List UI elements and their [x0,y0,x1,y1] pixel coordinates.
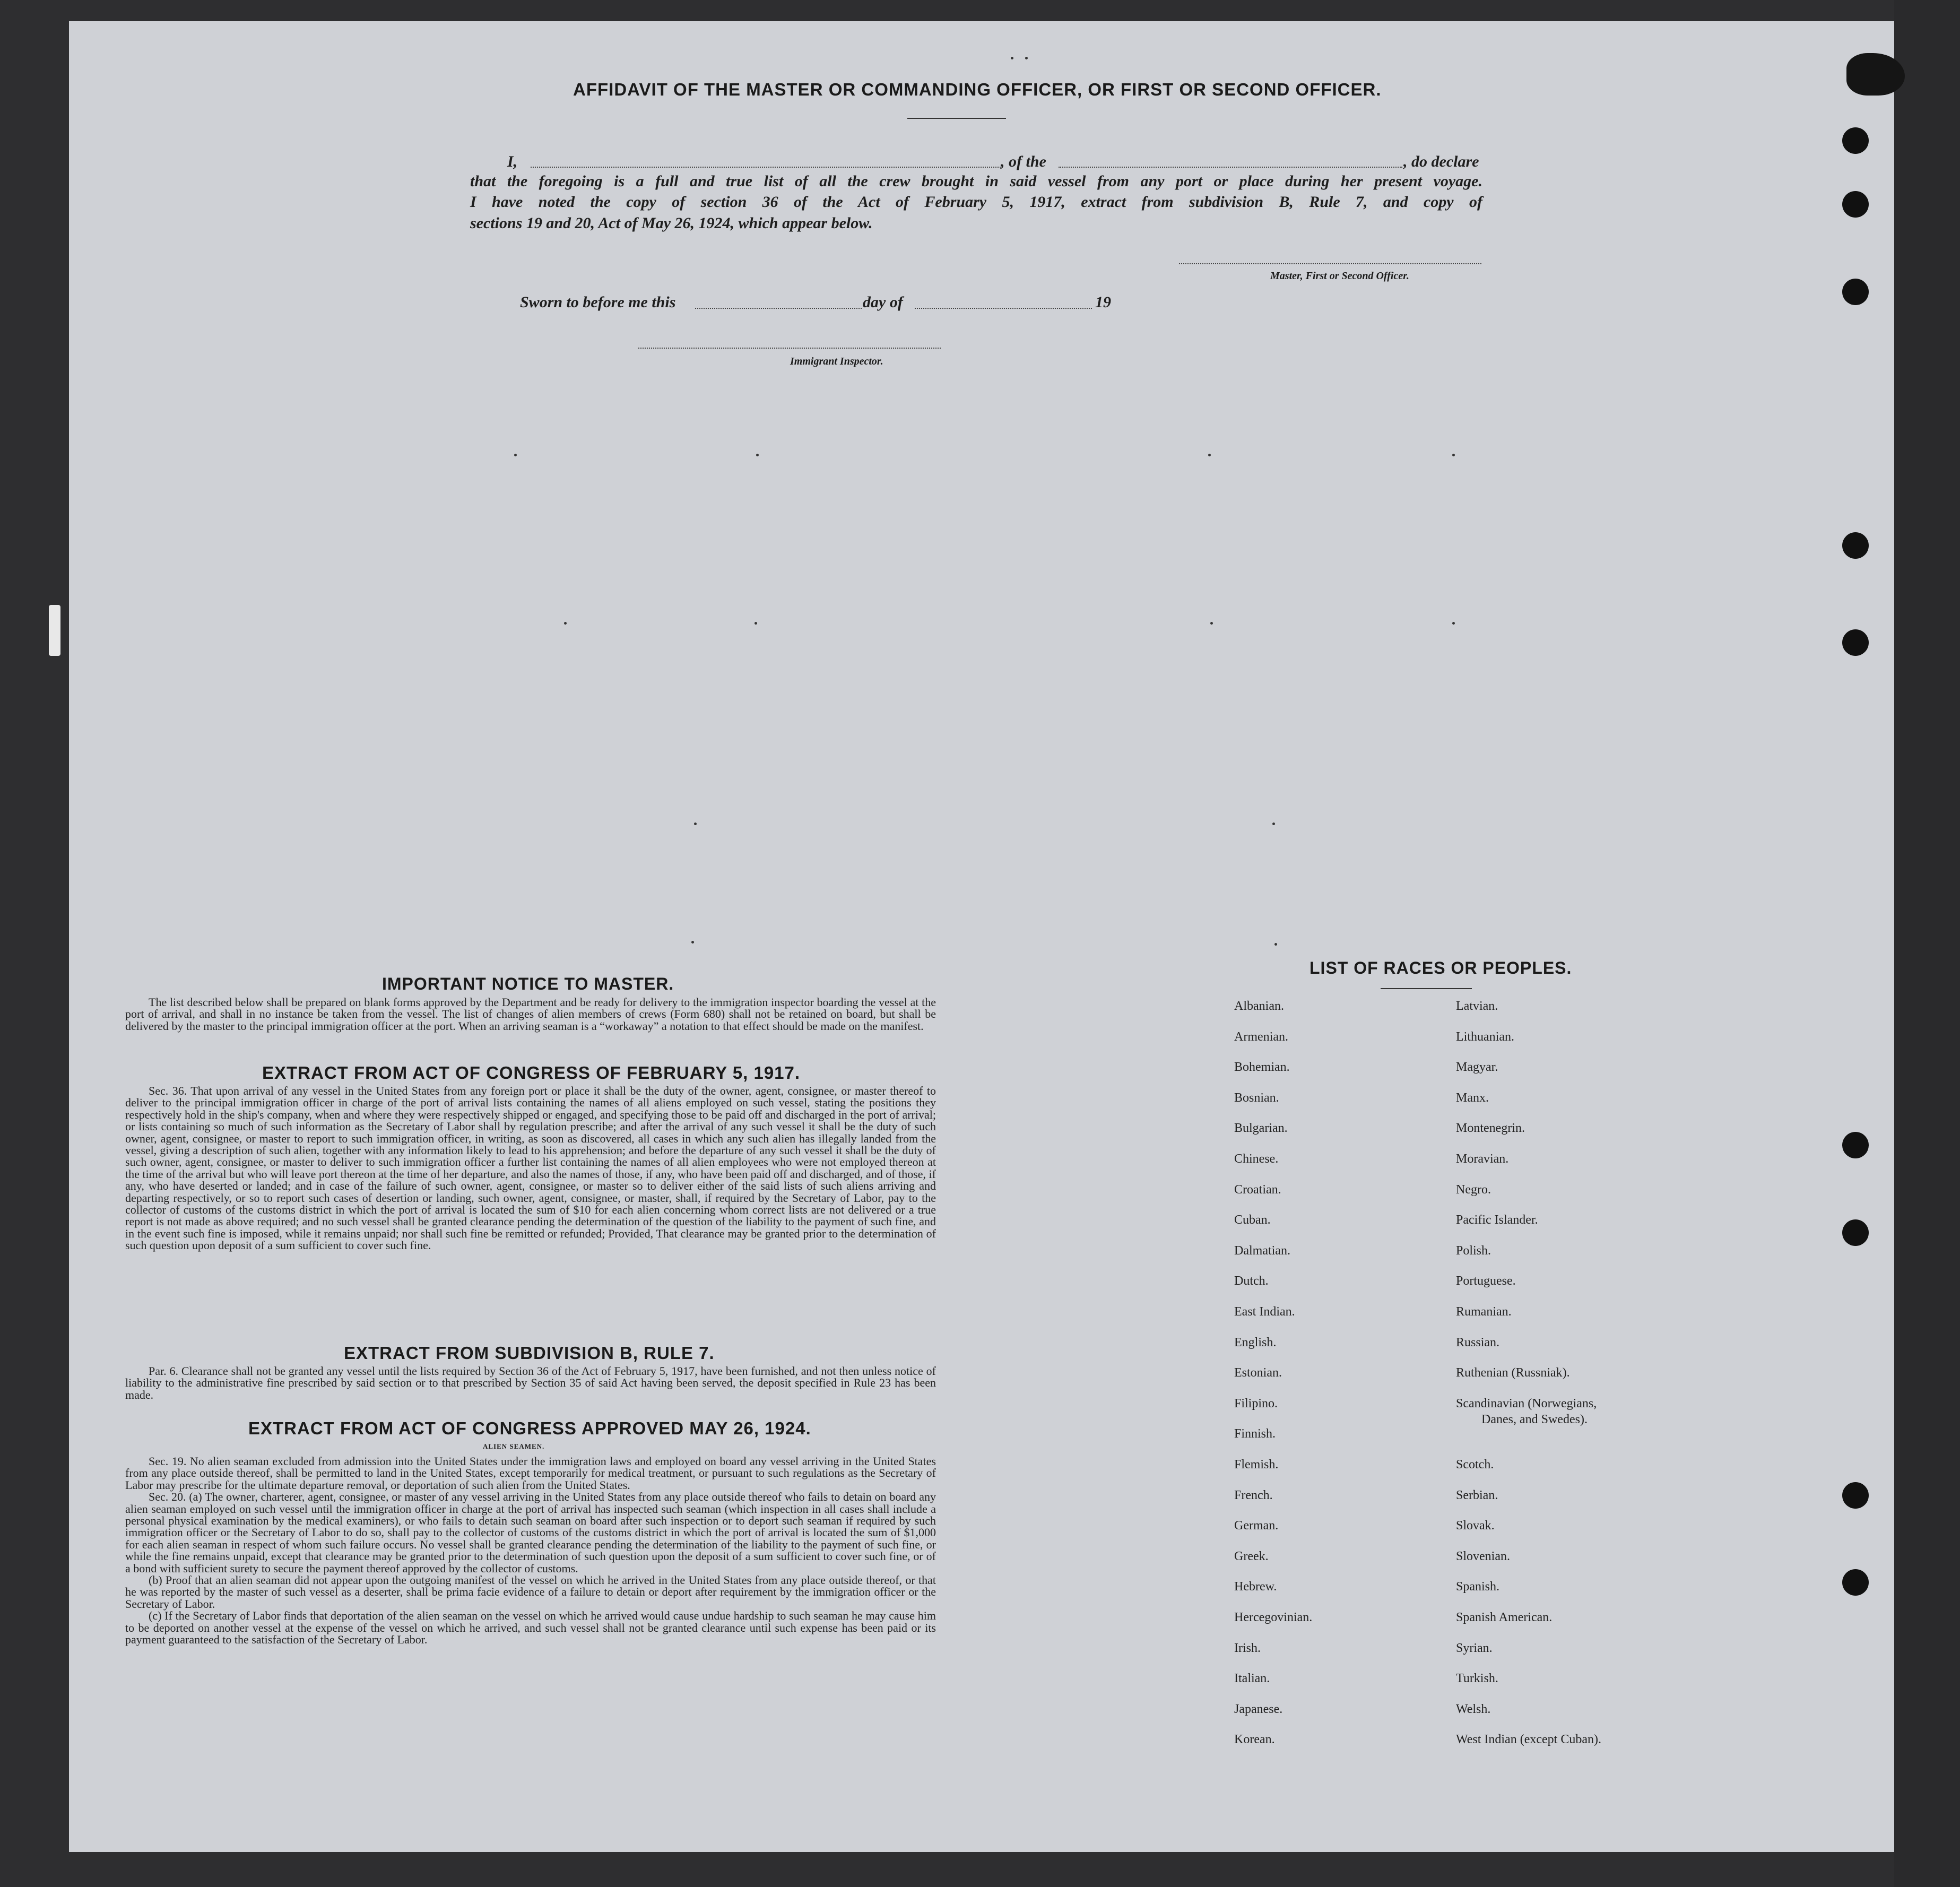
race-item: Italian. [1234,1672,1270,1686]
race-item: Hebrew. [1234,1580,1277,1594]
race-item: Dutch. [1234,1274,1269,1288]
sworn-month-blank[interactable] [915,308,1092,309]
race-item: Turkish. [1456,1672,1498,1686]
race-item: Negro. [1456,1182,1491,1197]
race-item: Bosnian. [1234,1090,1279,1105]
edge-tab [49,605,60,656]
races-title: LIST OF RACES OR PEOPLES. [1309,958,1572,977]
binder-hole [1842,1569,1869,1596]
race-item: Estonian. [1234,1366,1282,1380]
race-item: Slovak. [1456,1519,1495,1533]
race-item: English. [1234,1335,1277,1349]
sworn-day-blank[interactable] [695,308,862,309]
race-item: Scandinavian (Norwegians, [1456,1396,1597,1410]
extract-1917-body [125,1085,936,1252]
binder-hole [1842,532,1869,559]
binder-hole [1842,127,1869,154]
affidavit-title: AFFIDAVIT OF THE MASTER OR COMMANDING OFFICER, OR FIRST OR SECOND OFFICER. [573,80,1382,99]
extract-rule7-text: Par. 6. Clearance shall not be granted any vessel until the lists required by Section 36 of the Act of February 5, 1917, have been furnished, and not then unless notice of liability to the administrative fine prescribed by said section or to that prescribed by Section 35 of said Act having been served, the deposit specified in Rule 23 has been made. [125,1364,936,1401]
affidavit-of-the: , of the [1001,153,1046,170]
race-item: Albanian. [1234,999,1284,1013]
affidavit-line4: sections 19 and 20, Act of May 26, 1924, which appear below. [470,214,873,232]
extract-1924-title: EXTRACT FROM ACT OF CONGRESS APPROVED MAY 26, 1924. [248,1418,811,1438]
race-item: Ruthenian (Russniak). [1456,1366,1570,1380]
race-item: Dalmatian. [1234,1243,1290,1258]
alien-seamen-subtitle: ALIEN SEAMEN. [483,1442,545,1450]
race-item: Scotch. [1456,1458,1494,1471]
race-item: Russian. [1456,1335,1500,1349]
race-item: Hercegovinian. [1234,1611,1313,1624]
race-item: Filipino. [1234,1396,1278,1410]
affidavit-line3: I have noted the copy of section 36 of the Act of February 5, 1917, extract from subdivision B, Rule 7, and copy of [470,193,1482,211]
race-item: Magyar. [1456,1060,1498,1075]
notice-text: The list described below shall be prepared on blank forms approved by the Department and be ready for delivery to the immigration inspector boarding the vessel at the port of arrival, and shall in no instance be taken from the vessel. The list of changes of alien members of crews (Form 680) shall not be retained on board, but shall be delivered by the master to the principal immigration officer at the port. When an arriving seaman is a “workaway” a notation to that effect should be made on the manifest. [125,996,936,1033]
race-item: Cuban. [1234,1213,1271,1227]
binder-hole [1842,1482,1869,1509]
inspector-signature-line[interactable] [638,348,941,349]
binder-hole [1842,629,1869,656]
binder-hole [1842,1219,1869,1246]
scan-edge [1894,0,1960,1887]
race-item: Syrian. [1456,1641,1493,1655]
race-item: Welsh. [1456,1702,1491,1716]
race-item: Spanish. [1456,1580,1500,1594]
race-item: Portuguese. [1456,1274,1516,1288]
races-underline [1381,988,1472,989]
race-item: Rumanian. [1456,1305,1512,1319]
race-item: Serbian. [1456,1488,1498,1502]
notice-body [125,997,936,1032]
race-item: Polish. [1456,1243,1491,1258]
race-item: West Indian (except Cuban). [1456,1733,1601,1747]
master-signature-line[interactable] [1179,263,1481,264]
sworn-prefix: Sworn to before me this [520,293,676,311]
race-item: Japanese. [1234,1702,1283,1716]
binder-hole [1842,1132,1869,1158]
sec20c-text: (c) If the Secretary of Labor finds that deportation of the alien seaman on the vessel on which he arrived would cause undue hardship to such seaman he may cause him to be deported on another vessel at the expense of the vessel on which he arrived, and such vessel shall not be granted clearance until such expense has been paid or its payment guaranteed to the satisfaction of the Secretary of Labor. [125,1609,936,1647]
race-item: Spanish American. [1456,1611,1553,1624]
extract-1924-body [125,1456,936,1646]
sec19-text: Sec. 19. No alien seaman excluded from admission into the United States under the immigration laws and employed on board any vessel arriving in the United States from any place outside thereof, shall be permitted to land in the United States, except temporarily for medical treatment, or pursuant to such regulations as the Secretary of Labor may prescribe for the ultimate departure removal, or deportation of such alien from the United States. [125,1455,936,1492]
race-item: French. [1234,1488,1273,1502]
name-blank[interactable] [531,167,1001,168]
extract-1917-text: Sec. 36. That upon arrival of any vessel in the United States from any foreign port or place it shall be the duty of the owner, agent, consignee, or master thereof to deliver to the principal immigration officer in charge of the port of arrival lists containing the names of all aliens employed on such vessel, stating the positions they respectively hold in the ship's company, when and where they were respectively shipped or engaged, and specifying those to be paid off and discharged in the port of arrival; or lists containing so much of such information as the Secretary of Labor shall by regulation prescribe; and after the arrival of any such vessel it shall be the duty of such owner, agent, consignee, or master to report to such immigration officer, in writing, as soon as discovered, all cases in which any such alien has illegally landed from the vessel, giving a description of such alien, together with any information likely to lead to his apprehension; and before the departure of any such vessel it shall be the duty of such owner, agent, consignee, or master to deliver to such immigration officer a further list containing the names of all alien employees who were not employed thereon at the time of the arrival but who will leave port thereon at the time of her departure, and also the names of those, if any, who have been paid off and discharged, and of those, if any, who have deserted or landed; and in case of the failure of such owner, agent, consignee, or master so to deliver either of the said lists of such aliens arriving and departing respectively, or so to report such cases of desertion or landing, such owner, agent, consignee, or master, shall, if required by the Secretary of Labor, pay to the collector of customs of the customs district in which the port of arrival is located the sum of $10 for each alien concerning whom correct lists are not delivered or a true report is not made as above required; and no such vessel shall be granted clearance pending the determination of the question of the liability to the payment of such fine, and in the event such fine is imposed, while it remains unpaid; nor shall such fine be remitted or refunded; Provided, That clearance may be granted prior to the determination of such question upon deposit of a sum sufficient to cover such fine. [125,1084,936,1252]
inspector-label: Immigrant Inspector. [790,356,883,367]
vessel-blank[interactable] [1059,167,1402,168]
race-item: Irish. [1234,1641,1261,1655]
affidavit-line2: that the foregoing is a full and true list of all the crew brought in said vessel from any port or place during her present voyage. [470,172,1482,190]
race-item: Korean. [1234,1733,1275,1747]
extract-1917-title: EXTRACT FROM ACT OF CONGRESS OF FEBRUARY 5, 1917. [262,1063,801,1083]
extract-rule7-body [125,1365,936,1401]
affidavit-i: I, [507,153,518,170]
race-item: Finnish. [1234,1427,1276,1441]
binder-hole [1842,191,1869,218]
race-item: Croatian. [1234,1182,1281,1197]
race-item: Armenian. [1234,1029,1288,1044]
binder-hole [1842,279,1869,305]
affidavit-declare: , do declare [1403,153,1479,170]
race-item: Flemish. [1234,1458,1279,1471]
race-item: Chinese. [1234,1152,1279,1166]
sworn-year: 19 [1095,293,1111,311]
master-signature-label: Master, First or Second Officer. [1270,270,1409,282]
title-underline [907,118,1006,119]
sec20a-text: Sec. 20. (a) The owner, charterer, agent, consignee, or master of any vessel arriving in the United States from any place outside thereof who fails to detain on board any alien seaman employed on such vessel until the immigration officer in charge at the port of arrival has inspected such seaman (which inspection in all cases shall include a personal physical examination by the medical examiners), or who fails to detain such seaman on board after such inspection or to deport such seaman if required by such immigration officer or the Secretary of Labor to do so, shall pay to the collector of customs of the customs district in which the port of arrival is located the sum of $1,000 for each alien seaman in respect of whom such failure occurs. No vessel shall be granted clearance pending the determination of the liability to the payment of such fine, or while the fine remains unpaid, except that clearance may be granted prior to the determination of such question upon the deposit of a sum sufficient to cover such fine, or of a bond with sufficient surety to secure the payment thereof approved by the collector of customs. [125,1490,936,1575]
race-item: Danes, and Swedes). [1481,1412,1588,1426]
race-item: Montenegrin. [1456,1121,1525,1136]
race-item: Slovenian. [1456,1549,1510,1563]
extract-rule7-title: EXTRACT FROM SUBDIVISION B, RULE 7. [344,1343,715,1363]
race-item: Greek. [1234,1549,1269,1563]
race-item: Latvian. [1456,999,1498,1013]
notice-title: IMPORTANT NOTICE TO MASTER. [382,974,674,993]
race-item: Lithuanian. [1456,1029,1514,1044]
race-item: East Indian. [1234,1305,1295,1319]
sworn-day-of: day of [863,293,903,311]
race-item: Moravian. [1456,1152,1509,1166]
race-item: German. [1234,1519,1279,1533]
race-item: Bulgarian. [1234,1121,1288,1136]
sec20b-text: (b) Proof that an alien seaman did not appear upon the outgoing manifest of the vessel on which he arrived in the United States from any place outside thereof, or that he was reported by the master of such vessel as a deserter, shall be prima facie evidence of a failure to detain or deport after requirement by the immigration officer or the Secretary of Labor. [125,1573,936,1611]
race-item: Manx. [1456,1090,1489,1105]
race-item: Bohemian. [1234,1060,1290,1075]
race-item: Pacific Islander. [1456,1213,1538,1227]
